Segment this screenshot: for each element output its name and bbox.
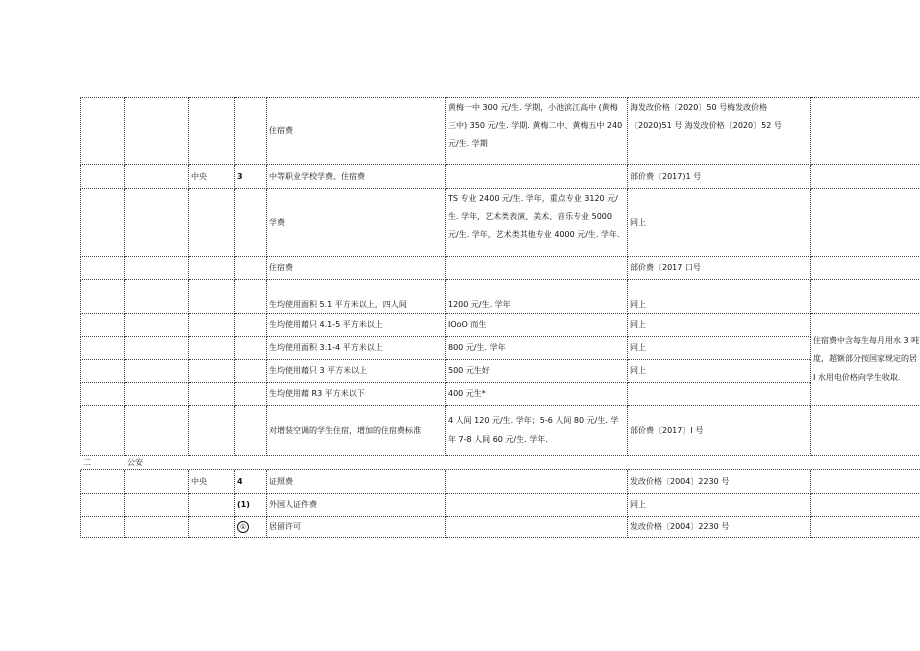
standard-cell: TS 专业 2400 元/生. 学年，重点专业 3120 元/生. 学年，艺术类表演、美术、音乐专业 5000 元/生. 学年，艺术类其他专业 4000 元/生. 学年. [446, 189, 628, 257]
standard-cell: 4 人间 120 元/生. 学年；5-6 人间 80 元/生. 学年 7-8 人间 60 元/生. 学年. [446, 406, 628, 456]
standard-cell: IOoO 而生 [446, 314, 628, 337]
basis-cell: 发改价格〔2004〕2230 号 [628, 470, 811, 494]
table-row [81, 406, 920, 456]
table-row [81, 189, 920, 257]
table-row [81, 165, 920, 189]
basis-cell: 同上 [628, 337, 811, 360]
item-cell: 住宿费 [267, 98, 446, 165]
table-row [81, 337, 920, 360]
dept-cell: 公安 [127, 458, 143, 468]
basis-cell: 同上 [628, 360, 811, 383]
circled-number: ① [237, 521, 249, 533]
fee-table [80, 97, 920, 538]
number-cell: 4 [235, 470, 267, 494]
table-row [81, 517, 920, 538]
standard-cell: 800 元/生. 学年 [446, 337, 628, 360]
standard-cell: 黄梅一中 300 元/生. 学期，小池滨江高中 (黄梅三中) 350 元/生. 学期. 黄梅二中、黄梅五中 240 元/生. 学期 [446, 98, 628, 165]
item-cell: 生均使用面积 5.1 平方米以上，四人间 [267, 280, 446, 314]
item-cell: 居留许可 [267, 517, 446, 538]
basis-cell: 部价费〔2017〕I 号 [628, 406, 811, 456]
table-row [81, 314, 920, 337]
basis-cell: 部价费〔2017)1 号 [628, 165, 811, 189]
seq-cell: 二 [83, 458, 91, 468]
number-cell: 3 [235, 165, 267, 189]
item-cell: 生均使用藉只 3 平方米以上 [267, 360, 446, 383]
standard-cell: 400 元生* [446, 383, 628, 406]
basis-cell: 发改价格〔2004〕2230 号 [628, 517, 811, 538]
number-cell: (1) [235, 494, 267, 517]
standard-cell: 1200 元/生. 学年 [446, 280, 628, 314]
basis-cell: 同上 [628, 189, 811, 257]
item-cell: 对增装空调的学生住宿，增加的住宿费标准 [267, 406, 446, 456]
item-cell: 生均使用藉 R3 平方米以下 [267, 383, 446, 406]
table-row [81, 360, 920, 383]
item-cell: 外国人证件费 [267, 494, 446, 517]
standard-cell: 500 元生好 [446, 360, 628, 383]
basis-cell: 同上 [628, 280, 811, 314]
basis-cell: 海发改价格〔2020〕50 号梅发改价格〔2020)51 号 海发改价格〔2020〕52 号 [628, 98, 811, 165]
item-cell: 学费 [267, 189, 446, 257]
number-cell [235, 517, 267, 538]
table-row [81, 257, 920, 280]
basis-cell: 同上 [628, 314, 811, 337]
table-row [81, 280, 920, 314]
item-cell: 住宿费 [267, 257, 446, 280]
item-cell: 生均使用面积 3.1-4 平方米以上 [267, 337, 446, 360]
table-row [81, 98, 920, 165]
level-cell: 中央 [189, 470, 235, 494]
level-cell: 中央 [189, 165, 235, 189]
basis-cell: 同上 [628, 494, 811, 517]
item-cell: 证照费 [267, 470, 446, 494]
table-row [81, 383, 920, 406]
item-cell: 中等职业学校学费、住宿费 [267, 165, 446, 189]
item-cell: 生均使用藉只 4.1-5 平方米以上 [267, 314, 446, 337]
table-row [81, 470, 920, 494]
basis-cell: 部价费〔2017 口号 [628, 257, 811, 280]
table-row [81, 494, 920, 517]
table-row [81, 456, 920, 470]
note-cell: 住宿费中含每生每月用水 3 吨度，超额部分按国家规定的居 I 水用电价格向学生收取. [811, 314, 920, 406]
